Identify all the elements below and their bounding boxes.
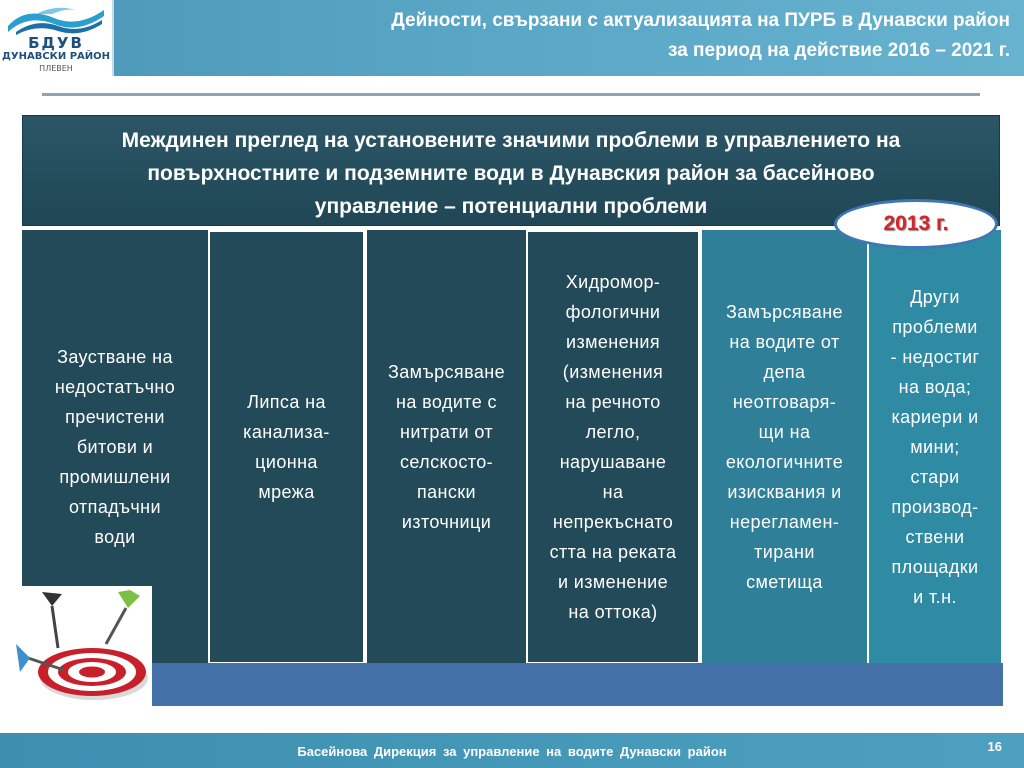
problem-column-line: стта на реката xyxy=(549,542,677,562)
problem-column-line: селскосто- xyxy=(399,452,494,472)
problem-column-3-text xyxy=(384,357,509,537)
problem-column-line: Заустване на xyxy=(57,347,173,367)
problem-column-line: мини; xyxy=(910,437,960,457)
problem-column-3 xyxy=(365,230,526,664)
year-badge: 2013 г. xyxy=(834,199,998,249)
problem-column-line: екологичните xyxy=(725,452,844,472)
problem-column-line: фологични xyxy=(565,302,661,322)
problem-column-line: ствени xyxy=(905,527,965,547)
problem-column-2 xyxy=(208,230,365,664)
problem-column-line: на xyxy=(602,482,624,502)
problem-column-line: източници xyxy=(401,512,492,532)
problem-column-2-text xyxy=(239,387,334,507)
divider-line xyxy=(42,93,980,96)
problem-column-line: нитрати от xyxy=(399,422,494,442)
problem-column-line: нарушаване xyxy=(559,452,667,472)
header-title-line-2: за период на действие 2016 – 2021 г. xyxy=(668,40,1010,61)
problem-column-line: пански xyxy=(416,482,477,502)
problem-column-line: канализа- xyxy=(243,422,330,442)
header-bar xyxy=(0,0,1024,76)
problem-column-5 xyxy=(700,230,867,664)
problem-column-line: Липса на xyxy=(247,392,326,412)
problem-column-line: Други xyxy=(910,287,960,307)
problem-column-line: отпадъчни xyxy=(69,497,161,517)
problem-column-line: депа xyxy=(763,362,806,382)
problem-column-line: изменения xyxy=(566,332,660,352)
logo-text-city: ПЛЕВЕН xyxy=(39,64,73,73)
problem-column-line: нерегламен- xyxy=(729,512,840,532)
problem-column-4-text xyxy=(546,267,681,627)
problem-column-line: промишлени xyxy=(59,467,171,487)
logo xyxy=(0,0,114,76)
problem-column-line: - недостиг xyxy=(890,347,980,367)
footer-text: Басейнова Дирекция за управление на водите Дунавски район xyxy=(297,744,727,759)
problem-column-line: Хидромор- xyxy=(565,272,661,292)
problem-column-line: стари xyxy=(910,467,960,487)
problem-column-line: на оттока) xyxy=(568,602,658,622)
problem-column-line: води xyxy=(94,527,136,547)
problem-column-line: и т.н. xyxy=(913,587,957,607)
logo-text-secondary: ДУНАВСКИ РАЙОН xyxy=(1,51,111,62)
problem-column-line: изисквания и xyxy=(727,482,842,502)
problem-column-line: непрекъснато xyxy=(552,512,674,532)
problem-column-line: кариери и xyxy=(891,407,979,427)
footer-bar xyxy=(0,733,1024,768)
header-title-line-1: Дейности, свързани с актуализацията на ПУРБ в Дунавски район xyxy=(391,10,1010,31)
problem-column-line: на вода; xyxy=(898,377,972,397)
problem-column-line: мрежа xyxy=(258,482,315,502)
banner-line-1: Междинен преглед на установените значими проблеми в управлението на xyxy=(121,129,901,152)
problem-column-line: Замърсяване xyxy=(388,362,505,382)
problem-column-line: Замърсяване xyxy=(725,302,843,322)
slide-header-title xyxy=(130,6,1010,66)
problem-column-1-text xyxy=(51,342,179,552)
problem-column-line: щи на xyxy=(758,422,811,442)
problem-column-line: проблеми xyxy=(892,317,978,337)
problem-column-line: легло, xyxy=(585,422,641,442)
logo-text-primary: БДУВ xyxy=(28,34,84,52)
problem-column-line: тирани xyxy=(754,542,815,562)
problem-column-4 xyxy=(526,230,700,664)
problem-column-line: неотговаря- xyxy=(732,392,837,412)
problem-column-line: пречистени xyxy=(65,407,165,427)
problem-column-5-text xyxy=(722,297,847,597)
problem-column-line: на водите с xyxy=(396,392,497,412)
problem-column-line: битови и xyxy=(76,437,154,457)
problem-column-6-text xyxy=(887,282,984,612)
dartboard-target-icon xyxy=(14,586,152,722)
problem-column-line: недостатъчно xyxy=(54,377,176,397)
problem-column-line: и изменение xyxy=(557,572,669,592)
problem-column-6 xyxy=(867,230,1001,664)
banner-line-3: управление – потенциални проблеми xyxy=(314,195,708,218)
water-waves-logo-icon xyxy=(6,4,106,36)
problem-column-line: производ- xyxy=(891,497,979,517)
problem-column-line: сметища xyxy=(746,572,823,592)
problem-column-line: (изменения xyxy=(562,362,664,382)
bottom-accent-bar xyxy=(150,663,1003,706)
dartboard-illustration xyxy=(14,586,152,722)
problem-column-line: на речното xyxy=(565,392,661,412)
problem-column-line: на водите от xyxy=(729,332,840,352)
problem-column-line: площадки xyxy=(891,557,979,577)
page-number: 16 xyxy=(987,739,1002,754)
problem-column-line: ционна xyxy=(255,452,318,472)
banner-line-2: повърхностните и подземните води в Дунавския район за басейново xyxy=(147,162,875,185)
